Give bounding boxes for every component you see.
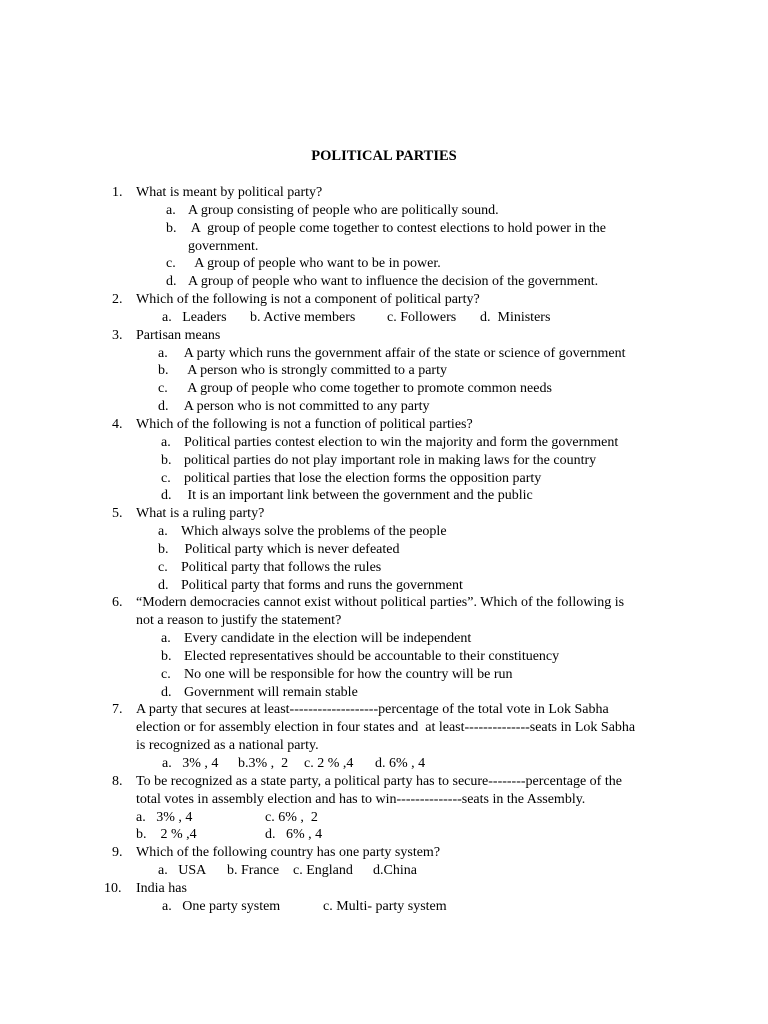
option-letter: d. <box>158 399 169 415</box>
option-letter: c. <box>161 666 171 682</box>
option-text: A group of people who want to influence the decision of the government. <box>188 274 599 290</box>
question-line <box>0 291 768 309</box>
question-number: 3. <box>112 327 123 343</box>
inline-options <box>0 862 768 880</box>
option-text: government. <box>188 238 259 254</box>
question-text: Which of the following country has one party system? <box>136 845 441 861</box>
question-text: Partisan means <box>136 327 221 343</box>
option-item <box>0 220 768 238</box>
question-text: To be recognized as a state party, a political party has to secure--------percentage of the <box>136 773 622 789</box>
question-line <box>0 701 768 719</box>
option-letter: b. <box>161 648 172 664</box>
option-item <box>0 255 768 273</box>
option-item <box>0 380 768 398</box>
option-item <box>0 684 768 702</box>
question-number: 2. <box>112 292 123 308</box>
question-line <box>0 327 768 345</box>
question-text: India has <box>136 880 187 896</box>
option-letter: d. <box>166 274 177 290</box>
option-item <box>0 434 768 452</box>
option-text: Political party that follows the rules <box>181 559 382 575</box>
question-line <box>0 737 768 755</box>
question-line <box>0 719 768 737</box>
question-text: is recognized as a national party. <box>136 738 319 754</box>
question-list <box>0 184 768 916</box>
option-letter: b. <box>166 220 177 236</box>
question-text: What is a ruling party? <box>136 506 265 522</box>
option-item <box>0 630 768 648</box>
option-letter: d. <box>161 684 172 700</box>
option-item: d. 6% , 4 <box>375 756 426 771</box>
question-text: total votes in assembly election and has to win--------------seats in the Assembly. <box>136 791 586 807</box>
inline-options <box>0 755 768 773</box>
option-text: A group of people who want to be in power. <box>188 256 441 272</box>
question-line <box>0 791 768 809</box>
option-item: b. 2 % ,4 <box>136 827 197 843</box>
question-text: A party that secures at least-------------------percentage of the total vote in Lok Sabha <box>136 702 609 718</box>
option-item <box>0 577 768 595</box>
question-line <box>0 844 768 862</box>
option-letter: a. <box>161 631 171 647</box>
option-item <box>0 559 768 577</box>
option-text: A person who is not committed to any party <box>181 399 430 415</box>
option-text: A person who is strongly committed to a party <box>181 363 447 379</box>
option-text: Elected representatives should be accountable to their constituency <box>184 648 560 664</box>
question-text: What is meant by political party? <box>136 185 323 200</box>
question-line <box>0 612 768 630</box>
option-text: Political party that forms and runs the government <box>181 577 463 593</box>
option-item: d. Ministers <box>480 309 551 325</box>
option-item <box>0 202 768 220</box>
option-letter: a. <box>158 345 168 361</box>
option-text: A group consisting of people who are politically sound. <box>188 202 499 218</box>
option-item: a. Leaders <box>162 309 227 325</box>
option-item <box>0 452 768 470</box>
option-item: b. Active members <box>250 309 356 325</box>
option-item <box>0 273 768 291</box>
option-item <box>0 398 768 416</box>
question-line <box>0 880 768 898</box>
option-item <box>0 487 768 505</box>
inline-options <box>0 898 768 916</box>
option-text: A group of people come together to contest elections to hold power in the <box>188 220 606 236</box>
option-item <box>0 238 768 256</box>
option-item: b. France <box>227 863 280 879</box>
option-text: Every candidate in the election will be independent <box>184 631 472 647</box>
option-letter: d. <box>161 488 172 504</box>
question-number: 8. <box>112 773 123 789</box>
question-line <box>0 505 768 523</box>
option-letter: b. <box>158 541 169 557</box>
question-number: 9. <box>112 845 123 861</box>
option-letter: d. <box>158 577 169 593</box>
question-text: “Modern democracies cannot exist without political parties”. Which of the following is <box>136 595 625 611</box>
option-item: d. 6% , 4 <box>265 827 323 843</box>
option-item: a. 3% , 4 <box>162 756 219 771</box>
question-number: 4. <box>112 416 123 432</box>
option-text: Government will remain stable <box>184 684 358 700</box>
question-number: 1. <box>112 185 123 200</box>
option-letter: a. <box>158 524 168 540</box>
question-text: not a reason to justify the statement? <box>136 613 342 629</box>
inline-options <box>0 309 768 327</box>
option-letter: c. <box>161 470 171 486</box>
question-number: 10. <box>104 880 122 896</box>
question-line <box>0 416 768 434</box>
option-item: c. Multi- party system <box>323 898 447 914</box>
question-text: Which of the following is not a component of political party? <box>136 292 480 308</box>
option-letter: b. <box>158 363 169 379</box>
question-line <box>0 594 768 612</box>
option-text: Political party which is never defeated <box>181 541 400 557</box>
option-text: political parties that lose the election forms the opposition party <box>184 470 542 486</box>
question-line <box>0 184 768 202</box>
option-item <box>0 648 768 666</box>
option-text: Which always solve the problems of the people <box>181 524 447 540</box>
option-item <box>0 666 768 684</box>
option-item <box>0 541 768 559</box>
question-text: election or for assembly election in four states and at least--------------seats in Lok Sabha <box>136 720 636 736</box>
option-text: It is an important link between the government and the public <box>184 488 533 504</box>
page-title: POLITICAL PARTIES <box>311 148 457 164</box>
question-text: Which of the following is not a function of political parties? <box>136 416 473 432</box>
option-item: c. England <box>293 863 353 879</box>
option-letter: c. <box>158 559 168 575</box>
option-item <box>0 470 768 488</box>
option-letter: c. <box>166 256 176 272</box>
options-row <box>0 809 768 827</box>
question-number: 5. <box>112 506 123 522</box>
option-item <box>0 523 768 541</box>
options-row <box>0 826 768 844</box>
option-item: c. Followers <box>387 309 457 325</box>
option-item <box>0 345 768 363</box>
option-letter: a. <box>161 434 171 450</box>
option-item: c. 6% , 2 <box>265 809 318 825</box>
question-number: 6. <box>112 595 123 611</box>
option-item: d.China <box>373 863 417 879</box>
question-number: 7. <box>112 702 123 718</box>
option-text: Political parties contest election to win the majority and form the government <box>184 434 619 450</box>
option-item: a. USA <box>158 863 207 879</box>
option-item: a. 3% , 4 <box>136 809 193 825</box>
option-text: A group of people who come together to promote common needs <box>181 381 552 397</box>
option-item: c. 2 % ,4 <box>304 756 354 771</box>
option-text: political parties do not play important role in making laws for the country <box>184 452 597 468</box>
option-letter: c. <box>158 381 168 397</box>
question-line <box>0 773 768 791</box>
option-item: a. One party system <box>162 898 281 914</box>
option-item: b.3% , 2 <box>238 756 289 771</box>
option-item <box>0 362 768 380</box>
option-letter: b. <box>161 452 172 468</box>
option-text: No one will be responsible for how the country will be run <box>184 666 513 682</box>
option-text: A party which runs the government affair of the state or science of government <box>181 345 626 361</box>
option-letter: a. <box>166 202 176 218</box>
